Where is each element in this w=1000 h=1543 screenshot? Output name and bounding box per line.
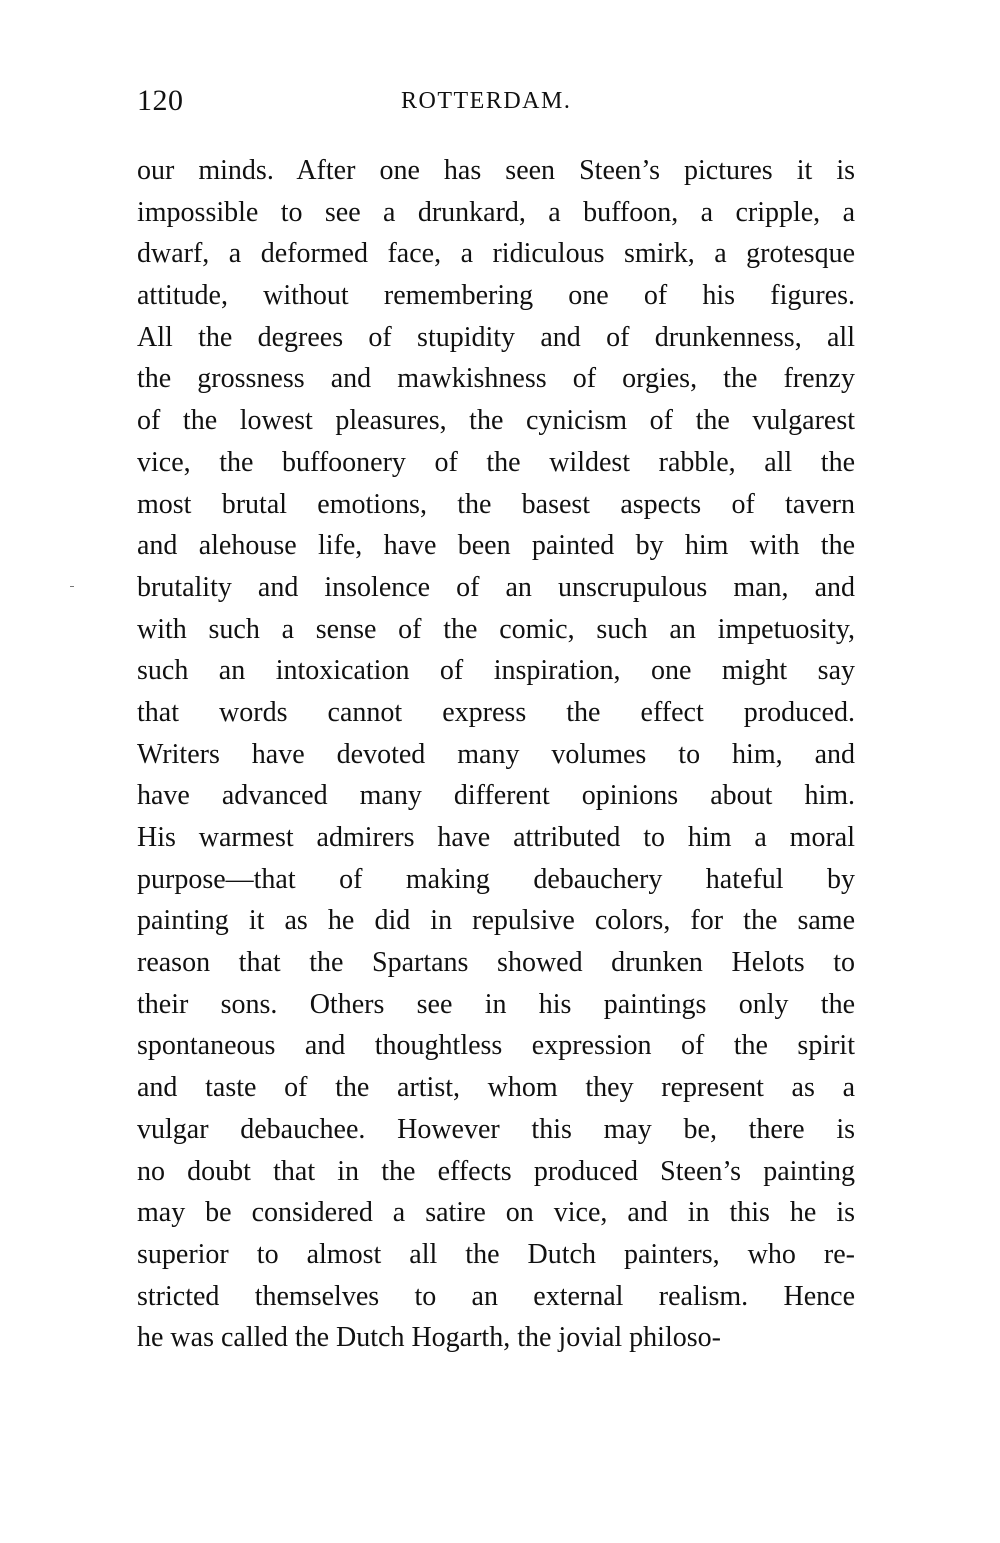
text-line: vulgar debauchee. However this may be, there is [137,1113,855,1145]
text-line: may be considered a satire on vice, and in this he is [137,1197,855,1229]
text-line: Writers have devoted many volumes to him, and [137,738,855,770]
text-line: have advanced many different opinions about him. [137,780,855,812]
text-line: brutality and insolence of an unscrupulous man, and [137,571,855,603]
text-line: and alehouse life, have been painted by him with the [137,530,855,562]
text-line: such an intoxication of inspiration, one might say [137,655,855,687]
text-line: that words cannot express the effect produced. [137,696,855,728]
text-line: of the lowest pleasures, the cynicism of the vulgarest [137,405,855,437]
text-line: painting it as he did in repulsive colors, for the same [137,905,855,937]
text-line: spontaneous and thoughtless expression of the spirit [137,1030,855,1062]
page-number: 120 [137,84,184,117]
text-line: and taste of the artist, whom they represent as a [137,1072,855,1104]
text-line: with such a sense of the comic, such an impetuosity, [137,613,855,645]
text-line: our minds. After one has seen Steen’s pictures it is [137,155,855,186]
running-head [137,84,855,124]
text-line: dwarf, a deformed face, a ridiculous smirk, a grotesque [137,238,855,270]
text-line: reason that the Spartans showed drunken Helots to [137,947,855,979]
text-line: he was called the Dutch Hogarth, the jovial philoso- [137,1322,721,1354]
body-text [137,150,855,1359]
text-line: no doubt that in the effects produced Steen’s painting [137,1155,855,1187]
text-line: attitude, without remembering one of his figures. [137,280,855,312]
text-line: their sons. Others see in his paintings only the [137,988,855,1020]
running-title: ROTTERDAM. [401,88,572,114]
text-line: impossible to see a drunkard, a buffoon, a cripple, a [137,196,855,228]
margin-mark [70,586,74,587]
text-line: All the degrees of stupidity and of drunkenness, all [137,321,855,353]
text-line: the grossness and mawkishness of orgies, the frenzy [137,363,855,395]
text-line: stricted themselves to an external realism. Hence [137,1280,855,1312]
text-line: most brutal emotions, the basest aspects of tavern [137,488,855,520]
text-line: superior to almost all the Dutch painters, who re- [137,1238,855,1270]
text-line: purpose—that of making debauchery hateful by [137,863,855,895]
text-line: His warmest admirers have attributed to him a moral [137,822,855,853]
text-line: vice, the buffoonery of the wildest rabble, all the [137,446,855,478]
